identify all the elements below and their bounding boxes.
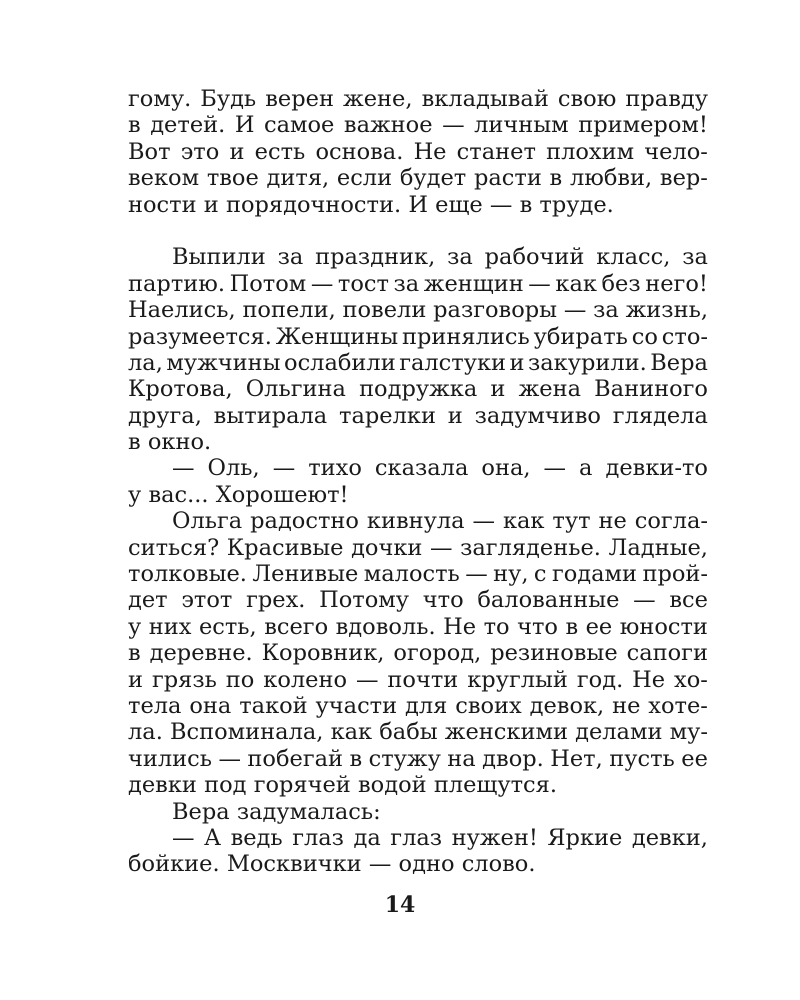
- word: И: [234, 112, 255, 139]
- text-line: [128, 244, 708, 270]
- word: резиновые: [490, 640, 618, 667]
- word: Красивые: [226, 534, 344, 561]
- word: и: [490, 376, 506, 403]
- word: вкладывай: [421, 86, 549, 112]
- word: закурили.: [527, 349, 647, 376]
- word: сказала: [374, 455, 469, 482]
- word: вер-: [659, 165, 708, 192]
- text-line: [128, 350, 708, 376]
- word: вас...: [148, 481, 209, 508]
- word: что: [422, 587, 464, 614]
- word: порядочности.: [225, 191, 402, 218]
- word: нужен!: [451, 824, 538, 851]
- text-line: [128, 376, 708, 402]
- word: делами: [575, 719, 663, 746]
- word: водой: [358, 772, 427, 799]
- word: дочки: [351, 534, 423, 561]
- word: Ваниного: [594, 376, 708, 403]
- text-line: [128, 693, 708, 719]
- text-line: [128, 719, 708, 745]
- word: Оль,: [207, 455, 260, 482]
- word: участи: [315, 692, 398, 719]
- word: балованные: [477, 587, 620, 614]
- word: как: [330, 719, 373, 746]
- word: в: [565, 613, 579, 640]
- word: них: [148, 613, 192, 640]
- word: женскими: [444, 719, 568, 746]
- word: что: [517, 613, 558, 640]
- word: —: [442, 112, 465, 139]
- word: если: [336, 165, 393, 192]
- word: ности: [128, 191, 197, 218]
- word: одно: [398, 851, 455, 878]
- word: ведь: [230, 824, 283, 851]
- word: чились: [128, 745, 213, 772]
- word: партию.: [128, 270, 225, 297]
- word: окно.: [147, 429, 212, 456]
- word: и: [203, 191, 219, 218]
- word: огород,: [393, 640, 482, 667]
- word: ла,: [128, 349, 163, 376]
- word: круглый: [467, 666, 568, 693]
- word: и: [229, 138, 245, 165]
- text-line: [128, 746, 708, 772]
- word: труде.: [539, 191, 614, 218]
- word: по: [225, 666, 255, 693]
- word: она: [189, 692, 232, 719]
- word: —: [218, 745, 241, 772]
- word: дитя,: [266, 165, 330, 192]
- word: женщин: [423, 270, 524, 297]
- word: и: [128, 666, 143, 693]
- word: рабочий: [484, 244, 585, 271]
- word: загляденье.: [460, 534, 601, 561]
- word: сапоги: [626, 640, 708, 667]
- word: в: [549, 165, 563, 192]
- word: Кротова,: [128, 376, 233, 403]
- paragraph: [128, 86, 708, 218]
- word: вдоволь.: [335, 613, 436, 640]
- word: Вспоминала,: [170, 719, 324, 746]
- word: Коровник,: [261, 640, 385, 667]
- section-break: [128, 218, 708, 244]
- word: будет: [399, 165, 467, 192]
- text-line: [128, 587, 708, 613]
- word: все: [669, 587, 708, 614]
- word: —: [489, 191, 513, 218]
- word: ее: [681, 745, 708, 772]
- word: двор.: [482, 745, 544, 772]
- word: в: [128, 429, 141, 456]
- word: расти: [473, 165, 542, 192]
- word: это: [180, 138, 220, 165]
- word: —: [633, 587, 656, 614]
- word: и: [509, 349, 525, 376]
- word: класс,: [596, 244, 671, 271]
- word: деревне.: [149, 640, 253, 667]
- word: девки,: [631, 824, 708, 851]
- word: —: [543, 455, 567, 482]
- text-line: [128, 851, 708, 877]
- text-line: [128, 324, 708, 350]
- text-line: [128, 614, 708, 640]
- word: —: [430, 534, 453, 561]
- word: Выпили: [172, 244, 266, 271]
- word: важное: [343, 112, 433, 139]
- word: Хорошеют!: [215, 481, 349, 508]
- text-line: [128, 403, 708, 429]
- word: глаз: [292, 824, 344, 851]
- word: —: [355, 666, 379, 693]
- word: за: [593, 297, 619, 324]
- paragraph: [128, 799, 708, 825]
- word: за: [447, 244, 473, 271]
- word: еще: [435, 191, 483, 218]
- word: юности: [619, 613, 708, 640]
- word: да: [353, 824, 381, 851]
- word: своих: [455, 692, 522, 719]
- word: И: [408, 191, 428, 218]
- word: в: [128, 112, 141, 139]
- word: за: [277, 244, 304, 271]
- text-line: [128, 139, 708, 165]
- word: такой: [239, 692, 308, 719]
- text-line: [128, 772, 708, 798]
- text-line: [128, 508, 708, 534]
- word: —: [310, 270, 334, 297]
- word: разумеется.: [128, 323, 272, 350]
- text-line: [128, 86, 708, 112]
- text-line: [128, 825, 708, 851]
- word: Вера: [650, 349, 708, 376]
- word: Не: [632, 666, 666, 693]
- paragraph: [128, 244, 708, 455]
- word: самое: [263, 112, 335, 139]
- word: тарелки: [339, 402, 436, 429]
- book-text: [128, 86, 708, 878]
- word: бабы: [379, 719, 438, 746]
- word: побегай: [247, 745, 344, 772]
- word: вытирала: [213, 402, 328, 429]
- word: почти: [387, 666, 459, 693]
- word: ла.: [128, 719, 163, 746]
- word: этот: [181, 587, 233, 614]
- text-line: [128, 112, 708, 138]
- word: малость: [363, 561, 460, 588]
- word: —: [172, 824, 195, 851]
- word: под: [204, 772, 247, 799]
- paragraph: [128, 825, 708, 878]
- word: праздник,: [315, 244, 436, 271]
- word: —: [528, 270, 551, 297]
- word: попели,: [242, 297, 336, 324]
- text-line: [128, 271, 708, 297]
- word: со: [631, 323, 658, 350]
- text-line: [128, 535, 708, 561]
- word: Женщины: [275, 323, 399, 350]
- word: толковые.: [128, 561, 247, 588]
- word: А: [204, 824, 222, 851]
- word: тост: [337, 270, 389, 297]
- word: плещутся.: [433, 772, 557, 799]
- word: она,: [481, 455, 531, 482]
- text-line: [128, 297, 708, 323]
- word: для: [405, 692, 448, 719]
- word: грех.: [246, 587, 306, 614]
- word: кивнула: [366, 508, 465, 535]
- word: тихо: [308, 455, 362, 482]
- word: Не: [413, 138, 447, 165]
- word: в: [519, 191, 533, 218]
- text-line: [128, 799, 708, 825]
- word: личным: [474, 112, 569, 139]
- word: —: [465, 561, 488, 588]
- page-number: 14: [384, 892, 416, 918]
- text-line: [128, 165, 708, 191]
- text-line: [128, 429, 708, 455]
- word: галстуки: [399, 349, 507, 376]
- word: Вера: [172, 798, 230, 825]
- text-line: [128, 455, 708, 481]
- word: не: [598, 508, 627, 535]
- word: Потом: [229, 270, 307, 297]
- word: у: [128, 481, 142, 508]
- word: девок,: [529, 692, 605, 719]
- word: Ольга: [172, 508, 243, 535]
- word: —: [172, 455, 195, 482]
- word: примером!: [578, 112, 708, 139]
- word: колено: [263, 666, 348, 693]
- word: в: [128, 640, 141, 667]
- word: девки-то: [605, 455, 708, 482]
- word: у: [128, 613, 142, 640]
- word: Нет,: [550, 745, 603, 772]
- word: Ольгина: [245, 376, 346, 403]
- word: грязь: [151, 666, 217, 693]
- word: годами: [551, 561, 638, 588]
- word: Ладные,: [608, 534, 708, 561]
- word: жизнь,: [625, 297, 708, 324]
- word: Яркие: [547, 824, 623, 851]
- word: хо-: [674, 666, 708, 693]
- word: Не: [443, 613, 477, 640]
- word: подружка: [359, 376, 478, 403]
- word: девки: [128, 772, 197, 799]
- word: дет: [128, 587, 168, 614]
- word: —: [368, 851, 392, 878]
- word: как: [502, 508, 545, 535]
- text-line: [128, 640, 708, 666]
- word: повели: [342, 297, 427, 324]
- word: всего: [264, 613, 329, 640]
- paragraph: [128, 508, 708, 798]
- word: стужу: [368, 745, 441, 772]
- word: принялись: [402, 323, 530, 350]
- word: Москвички: [226, 851, 362, 878]
- word: ослабили: [284, 349, 396, 376]
- word: есть,: [198, 613, 257, 640]
- word: —: [472, 508, 495, 535]
- word: пусть: [609, 745, 675, 772]
- word: убирать: [533, 323, 628, 350]
- word: любви,: [569, 165, 653, 192]
- word: глядела: [612, 402, 708, 429]
- word: него!: [645, 270, 708, 297]
- word: задумчиво: [474, 402, 601, 429]
- word: за: [682, 244, 708, 271]
- text-line: [128, 482, 708, 508]
- word: то: [483, 613, 510, 640]
- word: тут: [552, 508, 591, 535]
- word: на: [447, 745, 476, 772]
- word: и: [447, 402, 463, 429]
- word: радостно: [250, 508, 359, 535]
- word: верен: [265, 86, 334, 112]
- text-line: [128, 561, 708, 587]
- word: детей.: [150, 112, 226, 139]
- word: му-: [669, 719, 708, 746]
- paragraph: [128, 455, 708, 508]
- word: ситься?: [128, 534, 220, 561]
- word: год.: [576, 666, 624, 693]
- word: тела: [128, 692, 182, 719]
- word: чело-: [644, 138, 708, 165]
- word: правду: [625, 86, 708, 112]
- word: Будь: [200, 86, 257, 112]
- word: друга,: [128, 402, 202, 429]
- word: как: [555, 270, 597, 297]
- word: глаз: [390, 824, 443, 851]
- word: горячей: [253, 772, 351, 799]
- word: задумалась:: [236, 798, 381, 825]
- word: основа.: [315, 138, 404, 165]
- word: станет: [456, 138, 536, 165]
- word: жене,: [343, 86, 413, 112]
- word: прой-: [642, 561, 708, 588]
- word: согла-: [634, 508, 708, 535]
- word: —: [272, 455, 296, 482]
- word: Ленивые: [252, 561, 359, 588]
- word: за: [393, 270, 420, 297]
- word: не: [612, 692, 641, 719]
- word: сто-: [661, 323, 708, 350]
- word: свою: [557, 86, 617, 112]
- word: а: [579, 455, 593, 482]
- word: Потому: [319, 587, 410, 614]
- word: бойкие.: [128, 851, 220, 878]
- word: без: [601, 270, 641, 297]
- word: —: [563, 297, 587, 324]
- text-line: [128, 192, 708, 218]
- word: ну,: [493, 561, 529, 588]
- word: веком: [128, 165, 200, 192]
- word: твое: [206, 165, 259, 192]
- word: мужчины: [166, 349, 281, 376]
- word: Наелись,: [128, 297, 236, 324]
- text-line: [128, 667, 708, 693]
- word: плохим: [546, 138, 635, 165]
- word: гому.: [128, 86, 192, 112]
- word: с: [533, 561, 547, 588]
- word: Вот: [128, 138, 171, 165]
- word: в: [349, 745, 363, 772]
- word: слово.: [461, 851, 536, 878]
- word: ее: [585, 613, 613, 640]
- word: есть: [254, 138, 306, 165]
- word: жена: [518, 376, 581, 403]
- word: хоте-: [648, 692, 708, 719]
- word: разговоры: [433, 297, 558, 324]
